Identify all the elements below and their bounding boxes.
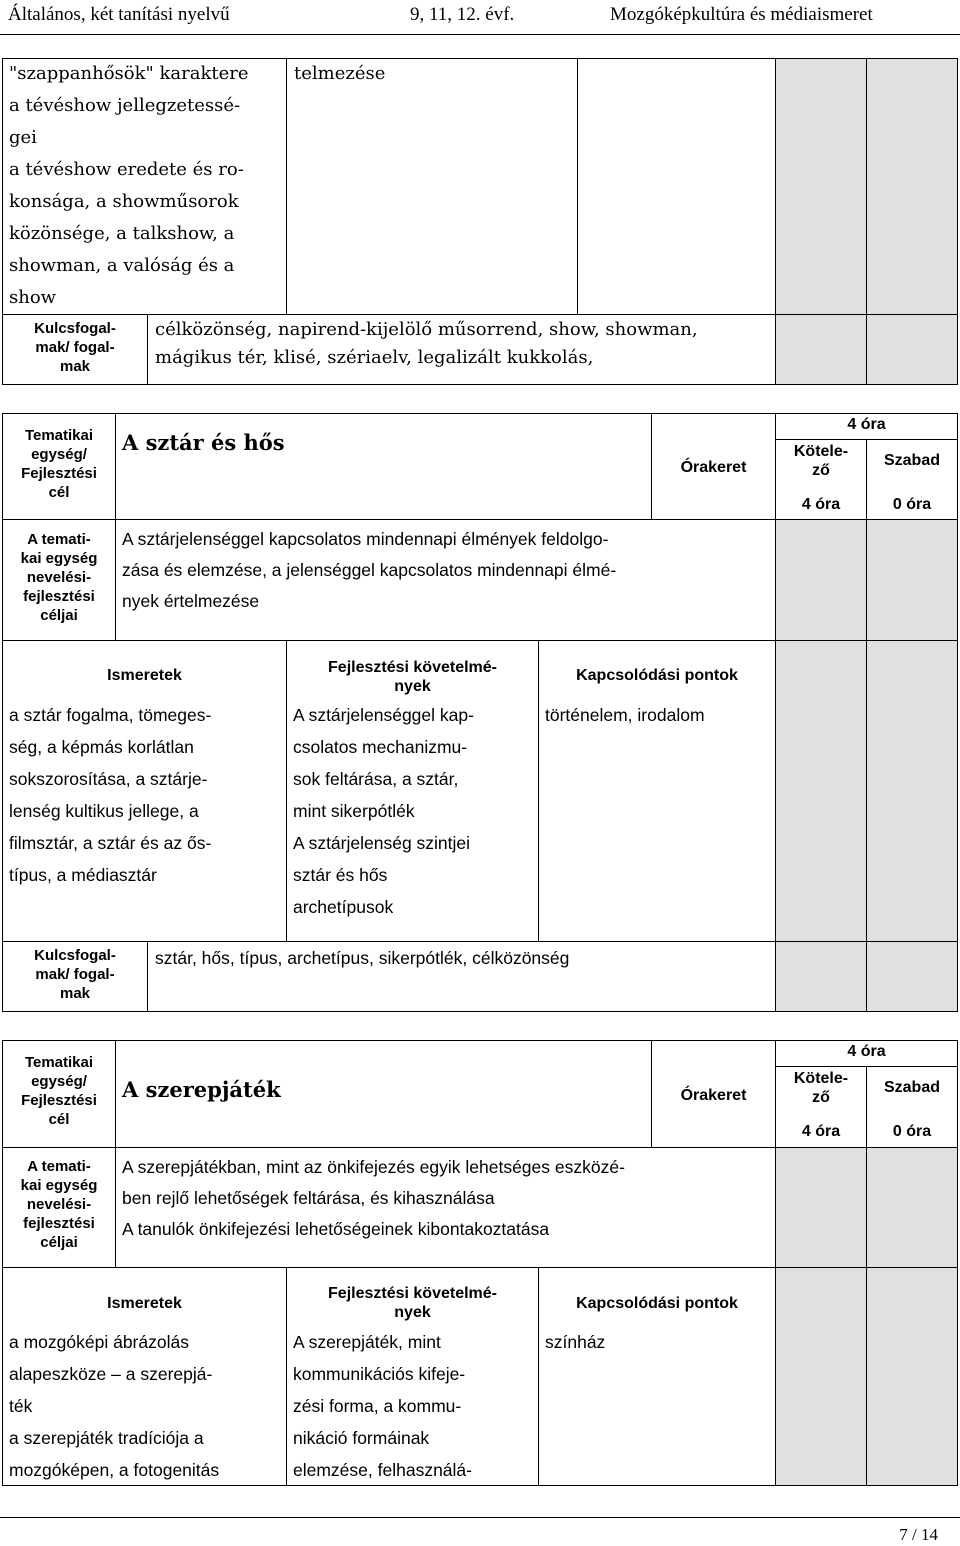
header-grades: 9, 11, 12. évf. bbox=[410, 4, 515, 25]
grey-cell bbox=[866, 1147, 958, 1268]
grey-cell bbox=[866, 519, 958, 641]
kotelezo-label: Kötele- ző bbox=[793, 1070, 849, 1106]
szabad-label: Szabad bbox=[883, 452, 940, 469]
grey-cell bbox=[775, 58, 867, 315]
szabad-hours: 0 óra bbox=[892, 1123, 932, 1140]
grey-cell bbox=[866, 640, 958, 942]
ismeretek-header: Ismeretek bbox=[107, 667, 182, 684]
total-hours: 4 óra bbox=[847, 1043, 886, 1060]
ismeretek-text: a sztár fogalma, tömeges- ség, a képmás korlátlan sokszorosítása, a sztárje- lenség kultikus jellege, a filmsztár, a sztár és az ős- típus, a médiasztár bbox=[9, 705, 212, 885]
fejlesztesi-text: telmezése bbox=[294, 63, 386, 84]
grey-cell bbox=[866, 1267, 958, 1486]
kotelezo-hours: 4 óra bbox=[801, 1123, 841, 1140]
header-subject: Mozgóképkultúra és médiaismeret bbox=[610, 4, 873, 25]
tematikai-label: Tematikai egység/ Fejlesztési cél bbox=[21, 1054, 97, 1128]
kapcsolodasi-text: történelem, irodalom bbox=[545, 705, 705, 725]
orakeret-label: Órakeret bbox=[680, 1087, 747, 1104]
grey-cell bbox=[866, 58, 958, 315]
fejlesztesi-header: Fejlesztési követelmé- nyek bbox=[328, 1285, 497, 1321]
szabad-hours: 0 óra bbox=[892, 496, 932, 513]
grey-cell bbox=[775, 941, 867, 1012]
ismeretek-header: Ismeretek bbox=[107, 1295, 182, 1312]
fejlesztesi-header: Fejlesztési követelmé- nyek bbox=[328, 659, 497, 695]
grey-cell bbox=[775, 1267, 867, 1486]
ismeretek-text: a mozgóképi ábrázolás alapeszköze – a szerepjá- ték a szerepjáték tradíciója a mozgóképen, a fotogenitás bbox=[9, 1332, 220, 1480]
unit-title: A sztár és hős bbox=[122, 430, 285, 455]
orakeret-label: Órakeret bbox=[680, 459, 747, 476]
celjai-label: A temati- kai egység nevelési- fejlesztési céljai bbox=[20, 1158, 98, 1251]
fejlesztesi-text: A szerepjáték, mint kommunikációs kifeje- zési forma, a kommu- nikáció formáinak elemzése, felhasználá- bbox=[293, 1332, 472, 1480]
celjai-text: A sztárjelenséggel kapcsolatos mindennapi élmények feldolgo- zása és elemzése, a jelenséggel kapcsolatos mindennapi élmé- nyek értelmezése bbox=[122, 529, 617, 611]
kapcsolodasi-cell bbox=[538, 640, 776, 942]
grey-cell bbox=[866, 941, 958, 1012]
ismeretek-text: "szappanhősök" karaktere a tévéshow jellegzetessé- gei a tévéshow eredete és ro- konsága, a showműsorok közönsége, a talkshow, a showman, a valóság és a show bbox=[9, 63, 249, 308]
footer-rule bbox=[0, 1517, 960, 1518]
grey-cell bbox=[775, 640, 867, 942]
kapcsolodasi-text: színház bbox=[545, 1332, 606, 1352]
kapcsolodasi-header: Kapcsolódási pontok bbox=[576, 667, 738, 684]
unit-title: A szerepjáték bbox=[122, 1077, 281, 1102]
kotelezo-hours: 4 óra bbox=[801, 496, 841, 513]
grey-cell bbox=[866, 314, 958, 385]
header-subject-type: Általános, két tanítási nyelvű bbox=[8, 4, 230, 25]
total-hours: 4 óra bbox=[847, 416, 886, 433]
grey-cell bbox=[775, 1147, 867, 1268]
grey-cell bbox=[775, 314, 867, 385]
celjai-text: A szerepjátékban, mint az önkifejezés egyik lehetséges eszközé- ben rejlő lehetőségek feltárása, és kihasználása A tanulók önkifejezési lehetőségeinek kibontakoztatása bbox=[122, 1157, 625, 1239]
page-number: 7 / 14 bbox=[899, 1525, 938, 1544]
kulcs-label: Kulcsfogal- mak/ fogal- mak bbox=[34, 947, 116, 1002]
celjai-label: A temati- kai egység nevelési- fejlesztési céljai bbox=[20, 531, 98, 624]
kapcsolodasi-header: Kapcsolódási pontok bbox=[576, 1295, 738, 1312]
kulcs-value: sztár, hős, típus, archetípus, sikerpótlék, célközönség bbox=[155, 948, 570, 968]
fejlesztesi-text: A sztárjelenséggel kap- csolatos mechanizmu- sok feltárása, a sztár, mint sikerpótlék A sztárjelenség szintjei sztár és hős archetípusok bbox=[293, 705, 474, 917]
kapcsolodasi-cell bbox=[577, 58, 776, 315]
tematikai-label: Tematikai egység/ Fejlesztési cél bbox=[21, 427, 97, 501]
kotelezo-label: Kötele- ző bbox=[793, 443, 849, 479]
grey-cell bbox=[775, 519, 867, 641]
header-rule bbox=[0, 34, 960, 35]
kulcs-label: Kulcsfogal- mak/ fogal- mak bbox=[34, 320, 116, 375]
szabad-label: Szabad bbox=[883, 1079, 940, 1096]
fejlesztesi-cell bbox=[286, 58, 578, 315]
kulcs-value: célközönség, napirend-kijelölő műsorrend, show, showman, mágikus tér, klisé, szériaelv, legalizált kukkolás, bbox=[155, 319, 698, 368]
